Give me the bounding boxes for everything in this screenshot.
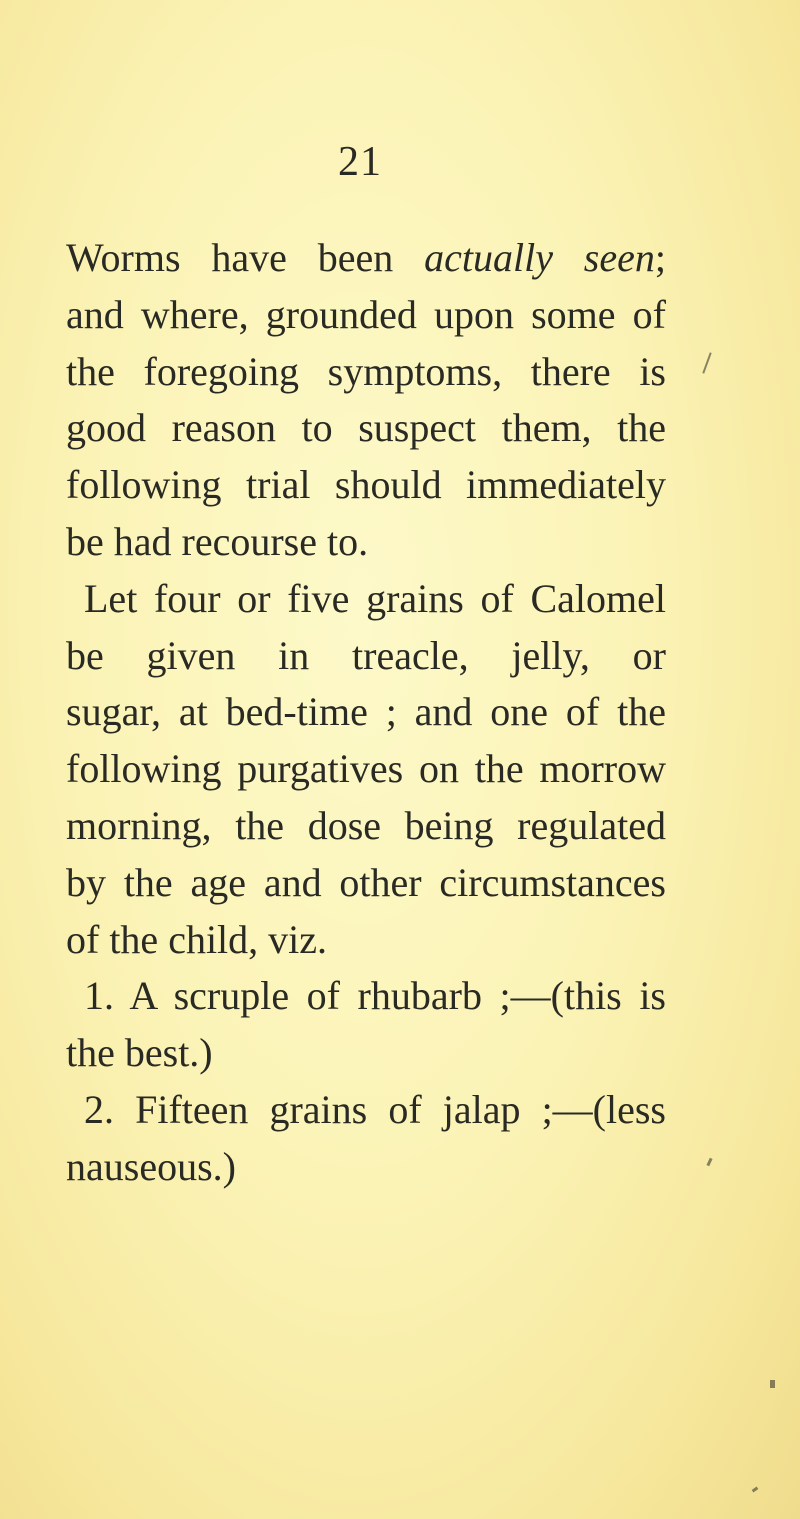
text-line-4: good reason to suspect them, the: [66, 405, 666, 451]
text-line-13: of the child, viz.: [66, 916, 328, 962]
text-line-16: 2. Fifteen grains of jalap ;—(less: [84, 1086, 666, 1132]
text-line-2: and where, grounded upon some of: [66, 291, 666, 337]
text-line-15: the best.): [66, 1030, 213, 1076]
text-line-14: 1. A scruple of rhubarb ;—(this is: [84, 973, 666, 1019]
text-line-7: Let four or five grains of Calomel: [84, 575, 666, 621]
text-line-3: the foregoing symptoms, there is: [66, 348, 666, 394]
paper-speck: [752, 1487, 759, 1493]
text-line-9: sugar, at bed-time ; and one of the: [66, 689, 666, 735]
text-line-11: morning, the dose being regulated: [66, 802, 666, 848]
text-line-6: be had recourse to.: [66, 518, 369, 564]
paper-speck: [706, 1158, 712, 1167]
text-line-1: Worms have been actually seen;: [66, 235, 666, 280]
text-line-5: following trial should immediately: [66, 462, 666, 508]
text-line-12: by the age and other circumstances: [66, 859, 666, 905]
paper-speck: [770, 1380, 775, 1388]
emphasized-text: actually seen: [424, 235, 655, 280]
text-line-10: following purgatives on the morrow: [66, 746, 666, 792]
text-line-8: be given in treacle, jelly, or: [66, 632, 666, 678]
page-number: 21: [338, 139, 382, 185]
text-line-17: nauseous.): [66, 1143, 236, 1189]
paper-speck: [702, 352, 711, 373]
body-text: [66, 230, 666, 1196]
